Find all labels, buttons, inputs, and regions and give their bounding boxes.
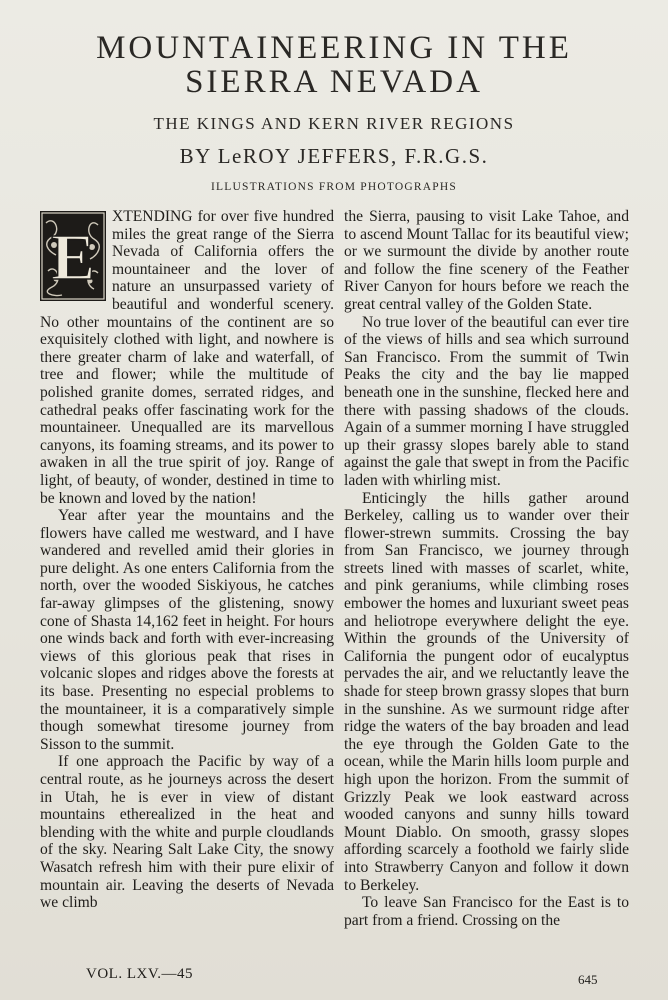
article-title-line-1: MOUNTAINEERING IN THE xyxy=(96,30,572,66)
author-byline: BY LeROY JEFFERS, F.R.G.S. xyxy=(179,144,489,168)
left-column xyxy=(40,208,334,912)
svg-text:E: E xyxy=(50,221,96,294)
ornamental-drop-cap xyxy=(40,211,106,301)
paragraph-3: If one approach the Pacific by way of a central route, as he journeys across the desert in Utah, he is ever in view of distant mountains etherealized in the heat and blending with the white and purple cloudlands of the sky. Nearing Salt Lake City, the snowy Wasatch refresh him with their pure elixir of mountain air. Leaving the deserts of Nevada we climb xyxy=(40,753,334,912)
article-title-line-2: SIERRA NEVADA xyxy=(185,64,483,100)
paragraph-5: No true lover of the beautiful can ever tire of the views of hills and sea which surround San Francisco. From the summit of Twin Peaks the city and the bay lie mapped beneath one in the sunshine, flecked here and there with passing shadows of the clouds. Again of a summer morning I have struggled up their grassy slopes barely able to stand against the gale that swept in from the Pacific laden with whirling mist. xyxy=(344,313,629,489)
paragraph-2: Year after year the mountains and the flowers have called me westward, and I have wandered and revelled amid their glories in pure delight. As one enters California from the north, over the wooded Siskiyous, he catches far-away glimpses of the glistening, snowy cone of Shasta 14,162 feet in height. For hours one winds back and forth with ever-increasing views of this glorious peak that rises in volcanic slopes and ridges above the forests at its base. Presenting no especial problems to the mountaineer, it is a comparatively simple though somewhat tiresome journey from Sisson to the summit. xyxy=(40,507,334,753)
volume-number: VOL. LXV.—45 xyxy=(86,966,193,982)
right-column xyxy=(344,208,629,929)
paragraph-6: Enticingly the hills gather around Berkeley, calling us to wander over their flower-strewn summits. Crossing the bay from San Francisco, we journey through streets lined with masses of scarlet, white, and pink geraniums, while climbing roses embower the homes and luxuriant sweet peas and heliotrope everywhere delight the eye. Within the grounds of the University of California the pungent odor of eucalyptus pervades the air, and we reluctantly leave the shade for steep brown grassy slopes that burn in the sunshine. As we surmount ridge after ridge the waters of the bay broaden and lead the eye through the Golden Gate to the ocean, while the Marin hills loom purple and high upon the horizon. From the summit of Grizzly Peak we look eastward across wooded canyons and sunny hills toward Mount Diablo. On smooth, grassy slopes affording scarcely a foothold we fairly slide into Strawberry Canyon and follow it down to Berkeley. xyxy=(344,489,629,894)
article-subtitle: THE KINGS AND KERN RIVER REGIONS xyxy=(153,114,515,133)
page-number: 645 xyxy=(578,972,598,987)
paragraph-7: To leave San Francisco for the East is to part from a friend. Crossing on the xyxy=(344,894,629,929)
illustrations-credit: ILLUSTRATIONS FROM PHOTOGRAPHS xyxy=(210,181,457,193)
drop-cap-glyph xyxy=(40,211,106,301)
paragraph-4: the Sierra, pausing to visit Lake Tahoe, and to ascend Mount Tallac for its beautiful view; or we surmount the divide by another route and follow the fine scenery of the Feather River Canyon for hours before we reach the great central valley of the Golden State. xyxy=(344,208,629,313)
paragraph-1: XTENDING for over five hundred miles the great range of the Sierra Nevada of California offers the mountaineer and the lover of nature an unsurpassed variety of beautiful and wonderful scenery. No other mountains of the continent are so exquisitely clothed with light, and nowhere is there greater charm of lake and waterfall, of tree and flower; while the multitude of polished granite domes, serrated ridges, and cathedral peaks offer fascinating work for the mountaineer. Unequalled are its marvellous canyons, its foaming streams, and its power to awaken in all the true spirit of joy. Range of light, of beauty, of wonder, destined in time to be known and loved by the nation! xyxy=(40,208,334,507)
